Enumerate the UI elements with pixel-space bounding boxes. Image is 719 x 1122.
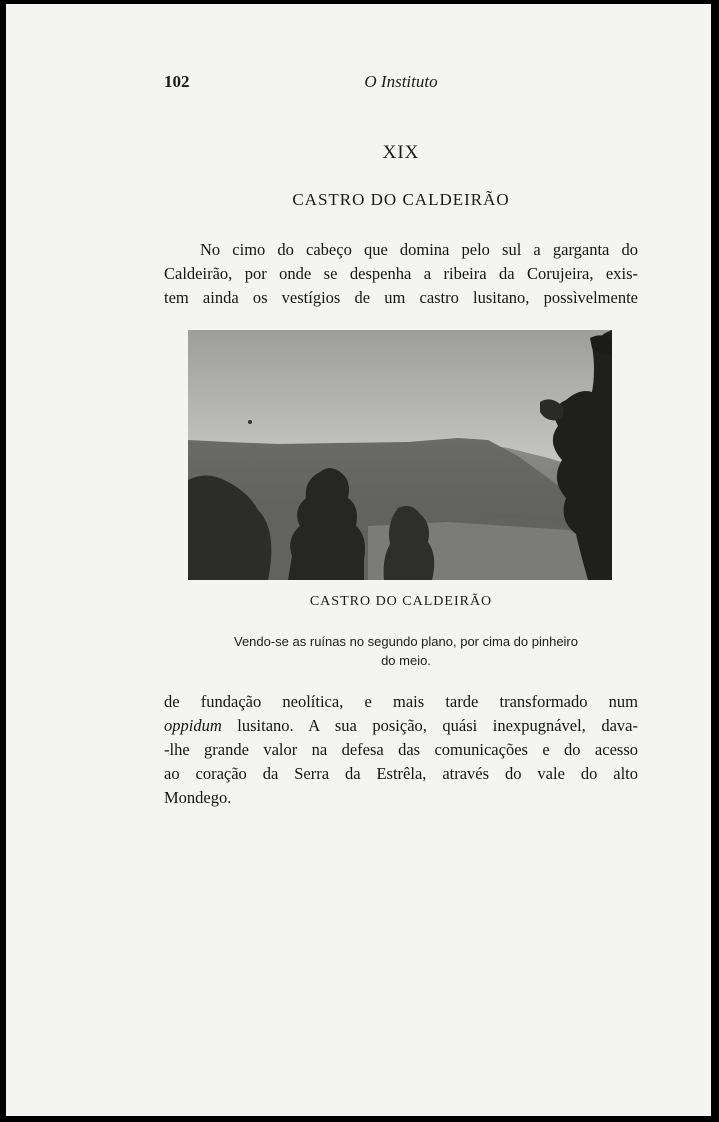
paragraph-1-line: Caldeirão, por onde se despenha a ribeira da Corujeira, exis- bbox=[164, 264, 638, 283]
paragraph-2-line bbox=[164, 714, 638, 738]
paragraph-2-line-rest: lusitano. A sua posição, quási inexpugnável, dava- bbox=[221, 716, 638, 735]
book-page bbox=[6, 4, 711, 1116]
figure-caption-text bbox=[194, 632, 618, 670]
figure-caption-line: do meio. bbox=[381, 653, 431, 668]
italic-word: oppidum bbox=[164, 716, 222, 735]
paragraph-2-line: de fundação neolítica, e mais tarde transformado num bbox=[164, 692, 638, 711]
running-head bbox=[164, 72, 638, 96]
paragraph-1-line: tem ainda os vestígios de um castro lusitano, possìvelmente bbox=[164, 288, 638, 307]
paragraph-2-line: ao coração da Serra da Estrêla, através do vale do alto bbox=[164, 764, 638, 783]
paragraph-1 bbox=[164, 238, 638, 310]
chapter-number: XIX bbox=[382, 142, 420, 163]
paragraph-2 bbox=[164, 690, 638, 810]
landscape-photograph bbox=[188, 330, 612, 580]
journal-title: O Instituto bbox=[364, 72, 438, 91]
figure-caption-title: CASTRO DO CALDEIRÃO bbox=[309, 594, 493, 609]
paragraph-2-line: Mondego. bbox=[164, 788, 232, 807]
figure-caption-line: Vendo-se as ruínas no segundo plano, por cima do pinheiro bbox=[233, 634, 578, 649]
chapter-title: CASTRO DO CALDEIRÃO bbox=[292, 190, 510, 209]
page-number: 102 bbox=[164, 72, 190, 91]
paragraph-1-line: No cimo do cabeço que domina pelo sul a garganta do bbox=[200, 240, 638, 259]
paragraph-2-line: -lhe grande valor na defesa das comunicações e do acesso bbox=[164, 740, 638, 759]
